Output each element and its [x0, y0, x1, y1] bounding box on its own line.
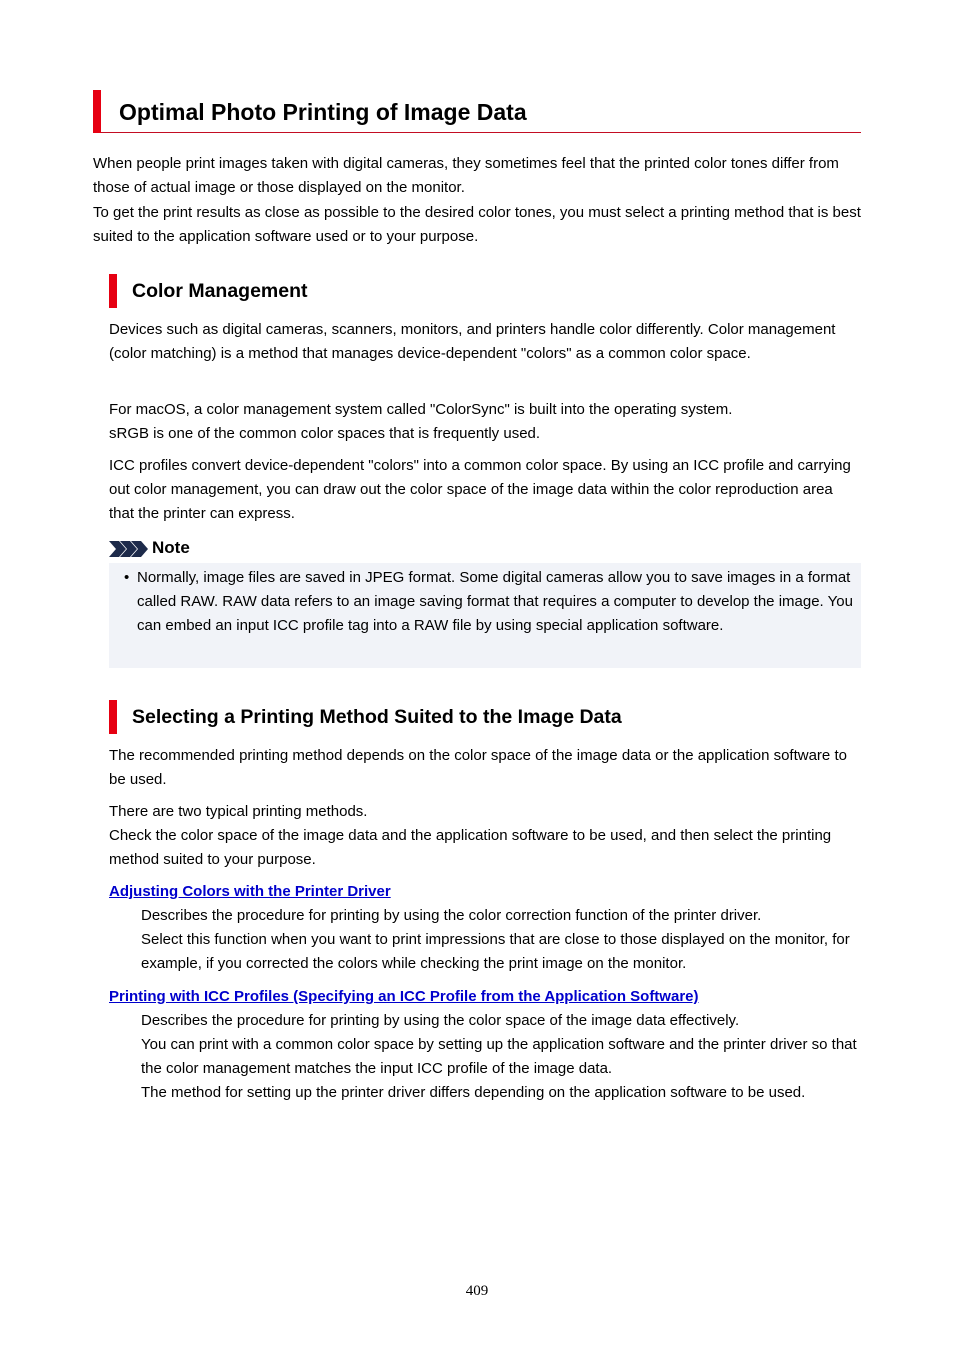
page-number: 409 [465, 1283, 489, 1299]
link1-description-2: Select this function when you want to print impressions that are close to those displayed on the monitor, for example, if you corrected the colors while checking the print image on the monitor. [141, 931, 850, 972]
note-label: Note [152, 538, 190, 557]
link2-description-1: Describes the procedure for printing by using the color space of the image data effectively. [141, 1012, 740, 1029]
color-management-paragraph-1: Devices such as digital cameras, scanners, monitors, and printers handle color differently. Color management (color matching) is a method that manages device-dependent "colors" as a common color space. [109, 321, 836, 362]
link2-description-3: The method for setting up the printer driver differs depending on the application software to be used. [141, 1084, 806, 1101]
selecting-paragraph-2b: Check the color space of the image data and the application software to be used, and then select the printing method suited to your purpose. [109, 827, 832, 868]
color-management-paragraph-2b: sRGB is one of the common color spaces that is frequently used. [109, 425, 541, 442]
section-heading-color-management [109, 274, 861, 308]
intro-paragraph-2: To get the print results as close as possible to the desired color tones, you must select a printing method that is best suited to the application software used or to your purpose. [93, 204, 861, 245]
section-accent-bar [109, 700, 117, 734]
intro-paragraph-1: When people print images taken with digital cameras, they sometimes feel that the printed color tones differ from those of actual image or those displayed on the monitor. [93, 155, 839, 196]
link-adjusting-colors-printer-driver[interactable]: Adjusting Colors with the Printer Driver [109, 883, 391, 900]
link2-description-2: You can print with a common color space by setting up the application software and the printer driver so that the color management matches the input ICC profile of the image data. [141, 1036, 857, 1077]
note-box [109, 563, 861, 668]
note-bullet: • [124, 569, 130, 586]
note-chevrons-icon [109, 541, 149, 557]
color-management-paragraph-3: ICC profiles convert device-dependent "colors" into a common color space. By using an ICC profile and carrying out color management, you can draw out the color space of the image data within the color reproduction area that the printer can express. [109, 457, 851, 522]
section-title: Color Management [132, 280, 308, 302]
title-accent-bar [93, 90, 101, 133]
selecting-paragraph-1: The recommended printing method depends on the color space of the image data or the application software to be used. [109, 747, 847, 788]
note-text: Normally, image files are saved in JPEG format. Some digital cameras allow you to save images in a format called RAW. RAW data refers to an image saving format that requires a computer to develop the image. You can embed an input ICC profile tag into a RAW file by using special application software. [137, 569, 853, 634]
color-management-paragraph-2a: For macOS, a color management system called "ColorSync" is built into the operating system. [109, 401, 733, 418]
link1-description-1: Describes the procedure for printing by using the color correction function of the printer driver. [141, 907, 762, 924]
section-heading-selecting-method [109, 700, 861, 734]
link-printing-with-icc-profiles[interactable]: Printing with ICC Profiles (Specifying an ICC Profile from the Application Software) [109, 988, 699, 1005]
section-accent-bar [109, 274, 117, 308]
selecting-paragraph-2a: There are two typical printing methods. [109, 803, 368, 820]
page-title-block [93, 90, 861, 133]
section-title: Selecting a Printing Method Suited to the Image Data [132, 706, 622, 728]
note-header [109, 537, 309, 559]
page-title: Optimal Photo Printing of Image Data [119, 99, 527, 125]
